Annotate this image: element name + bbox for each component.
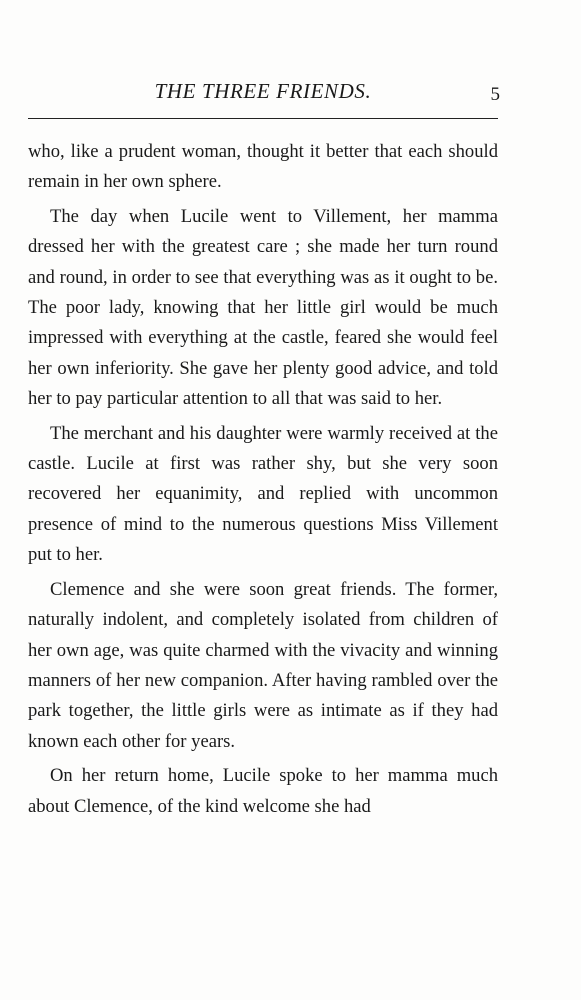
running-head bbox=[28, 76, 498, 106]
paragraph-3: The merchant and his daughter were warmly received at the castle. Lucile at first was rather shy, but she very soon recovered her equanimity, and replied with uncommon presence of mind to the numerous questions Miss Villement put to her. bbox=[28, 422, 498, 566]
paragraph-2: The day when Lucile went to Villement, her mamma dressed her with the greatest care ; she made her turn round and round, in order to see that everything was as it ought to be. The poor lady, knowing that her little girl would be much impressed with everything at the castle, feared she would feel her own inferiority. She gave her plenty good advice, and told her to pay particular attention to all that was said to her. bbox=[28, 205, 498, 410]
paragraph-4: Clemence and she were soon great friends. The former, naturally indolent, and completely isolated from children of her own age, was quite charmed with the vivacity and winning manners of her new companion. After having rambled over the park together, the little girls were as intimate as if they had known each other for years. bbox=[28, 578, 498, 752]
running-title: THE THREE FRIENDS. bbox=[154, 79, 372, 103]
page-number: 5 bbox=[490, 84, 500, 105]
header-rule bbox=[28, 118, 498, 119]
paragraph-1: who, like a prudent woman, thought it better that each should remain in her own sphere. bbox=[28, 141, 498, 193]
body-text bbox=[28, 137, 498, 826]
paragraph-5: On her return home, Lucile spoke to her mamma much about Clemence, of the kind welcome she had bbox=[28, 765, 498, 817]
